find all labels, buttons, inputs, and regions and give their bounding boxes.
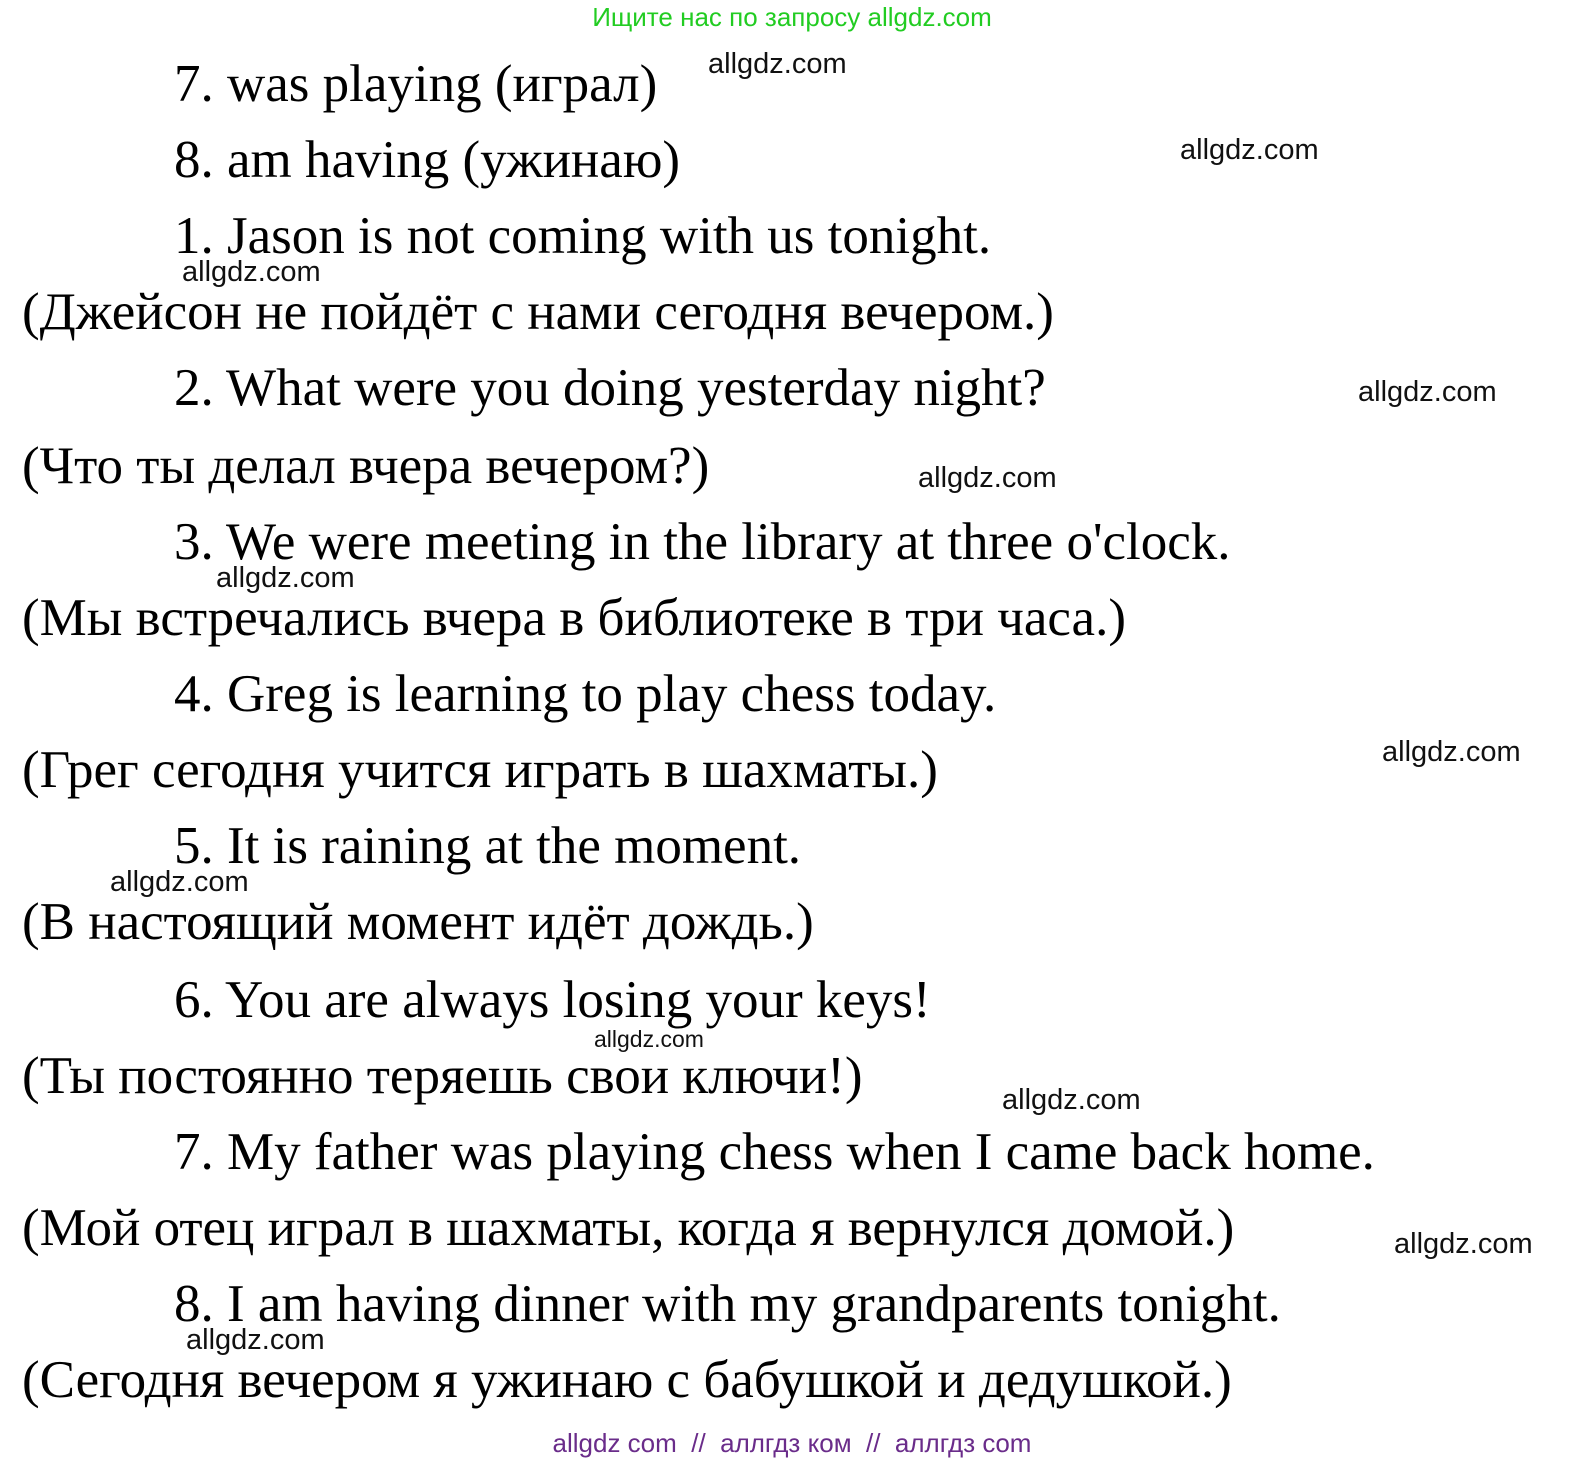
watermark: allgdz.com <box>708 48 847 80</box>
sentence-1-english: 1. Jason is not coming with us tonight. <box>174 207 992 265</box>
sentence-6-russian: (Ты постоянно теряешь свои ключи!) <box>22 1047 863 1105</box>
sentence-3-english: 3. We were meeting in the library at three o'clock. <box>174 513 1231 571</box>
answer-line-1: 7. was playing (играл) <box>174 55 658 113</box>
watermark: allgdz.com <box>1002 1084 1141 1116</box>
sentence-3-russian: (Мы встречались вчера в библиотеке в три часа.) <box>22 589 1126 647</box>
sentence-2-russian: (Что ты делал вчера вечером?) <box>22 437 710 495</box>
answer-line-2: 8. am having (ужинаю) <box>174 131 681 189</box>
top-banner: Ищите нас по запросу allgdz.com <box>592 2 992 32</box>
sentence-5-russian: (В настоящий момент идёт дождь.) <box>22 893 814 951</box>
watermark: allgdz.com <box>1180 134 1319 166</box>
watermark: allgdz.com <box>594 1026 704 1052</box>
sentence-8-russian: (Сегодня вечером я ужинаю с бабушкой и дедушкой.) <box>22 1351 1232 1409</box>
watermark: allgdz.com <box>1382 736 1521 768</box>
sentence-2-english: 2. What were you doing yesterday night? <box>174 359 1046 417</box>
sentence-6-english: 6. You are always losing your keys! <box>174 971 931 1029</box>
footer-watermark: allgdz com // аллгдз ком // аллгдз com <box>552 1428 1032 1458</box>
sentence-4-english: 4. Greg is learning to play chess today. <box>174 665 997 723</box>
watermark: allgdz.com <box>216 562 355 594</box>
watermark: allgdz.com <box>182 256 321 288</box>
watermark: allgdz.com <box>186 1324 325 1356</box>
sentence-5-english: 5. It is raining at the moment. <box>174 817 802 875</box>
watermark: allgdz.com <box>918 462 1057 494</box>
sentence-1-russian: (Джейсон не пойдёт с нами сегодня вечером.) <box>22 283 1054 341</box>
watermark: allgdz.com <box>110 866 249 898</box>
sentence-4-russian: (Грег сегодня учится играть в шахматы.) <box>22 741 938 799</box>
sentence-7-russian: (Мой отец играл в шахматы, когда я вернулся домой.) <box>22 1199 1235 1257</box>
sentence-7-english: 7. My father was playing chess when I came back home. <box>174 1123 1375 1181</box>
sentence-8-english: 8. I am having dinner with my grandparents tonight. <box>174 1275 1281 1333</box>
watermark: allgdz.com <box>1358 376 1497 408</box>
watermark: allgdz.com <box>1394 1228 1533 1260</box>
